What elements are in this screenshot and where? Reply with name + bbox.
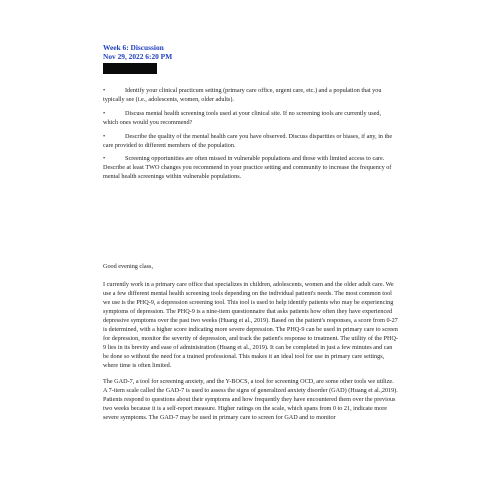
bullet-marker: • bbox=[103, 155, 106, 163]
prompt-list bbox=[103, 87, 395, 187]
response-paragraph: I currently work in a primary care office that specializes in children, adolescents, women and the older adult care. We use a few different mental health screening tools depending on the individual patient's needs. The most common tool we use is the PHQ-9, a depression screening tool. This tool is used to help identify patients who may be experiencing symptoms of depression. The PHQ-9 is a nine-item questionnaire that asks patients how often they have experienced depressive symptoms over the past two weeks (Huang et al., 2019). Based on the patient's responses, a score from 0-27 is determined, with a higher score indicating more severe depression. The PHQ-9 can be used in primary care to screen for depression, monitor the severity of depression, and track the patient's response to treatment. The utility of the PHQ-9 lies in its brevity and ease of administration (Huang et al., 2019). It can be completed in just a few minutes and can be done so without the need for a trained professional. This makes it an ideal tool for use in primary care settings, where time is often limited. bbox=[103, 280, 399, 369]
response-greeting: Good evening class, bbox=[103, 263, 154, 270]
post-date: Nov 29, 2022 6:20 PM bbox=[103, 51, 173, 61]
discussion-response bbox=[103, 263, 398, 431]
bullet-marker: • bbox=[103, 87, 106, 94]
response-paragraph: The GAD-7, a tool for screening anxiety, and the Y-BOCS, a tool for screening OCD, are some other tools we utilize. A 7-item scale called the GAD-7 is used to assess the signs of generalized anxiety disorder (GAD) (Huang et al.,2019). Patients respond to questions about their symptoms and how frequently they have encountered them over the previous two weeks because it is a self-report measure. Higher ratings on the scale, which spans from 0 to 21, indicate more severe symptoms. The GAD-7 may be used in primary care to screen for GAD and to monitor bbox=[103, 378, 398, 422]
post-title: Week 6: Discussion bbox=[103, 43, 164, 52]
prompt-text: Screening opportunities are often missed in vulnerable populations and those with limited access to care. Describe at least TWO changes you recommend in your practice setting and community to increase the frequency of mental health screenings within vulnerable populations. bbox=[103, 155, 392, 181]
post-header bbox=[103, 44, 403, 61]
prompt-item bbox=[103, 87, 395, 105]
prompt-item bbox=[103, 110, 395, 128]
redacted-author-name bbox=[103, 63, 157, 74]
prompt-item bbox=[103, 133, 395, 151]
prompt-item bbox=[103, 155, 395, 182]
bullet-marker: • bbox=[103, 109, 106, 117]
prompt-text: Discuss mental health screening tools used at your clinical site. If no screening tools are currently used, which ones would you recommend? bbox=[103, 109, 382, 126]
prompt-text: Describe the quality of the mental health care you have observed. Discuss disparities or biases, if any, in the care provided to different members of the population. bbox=[103, 132, 393, 149]
prompt-text: Identify your clinical practicum setting (primary care office, urgent care, etc.) and a population that you typically see (i.e., adolescents, women, older adults). bbox=[103, 87, 382, 103]
bullet-marker: • bbox=[103, 132, 106, 140]
